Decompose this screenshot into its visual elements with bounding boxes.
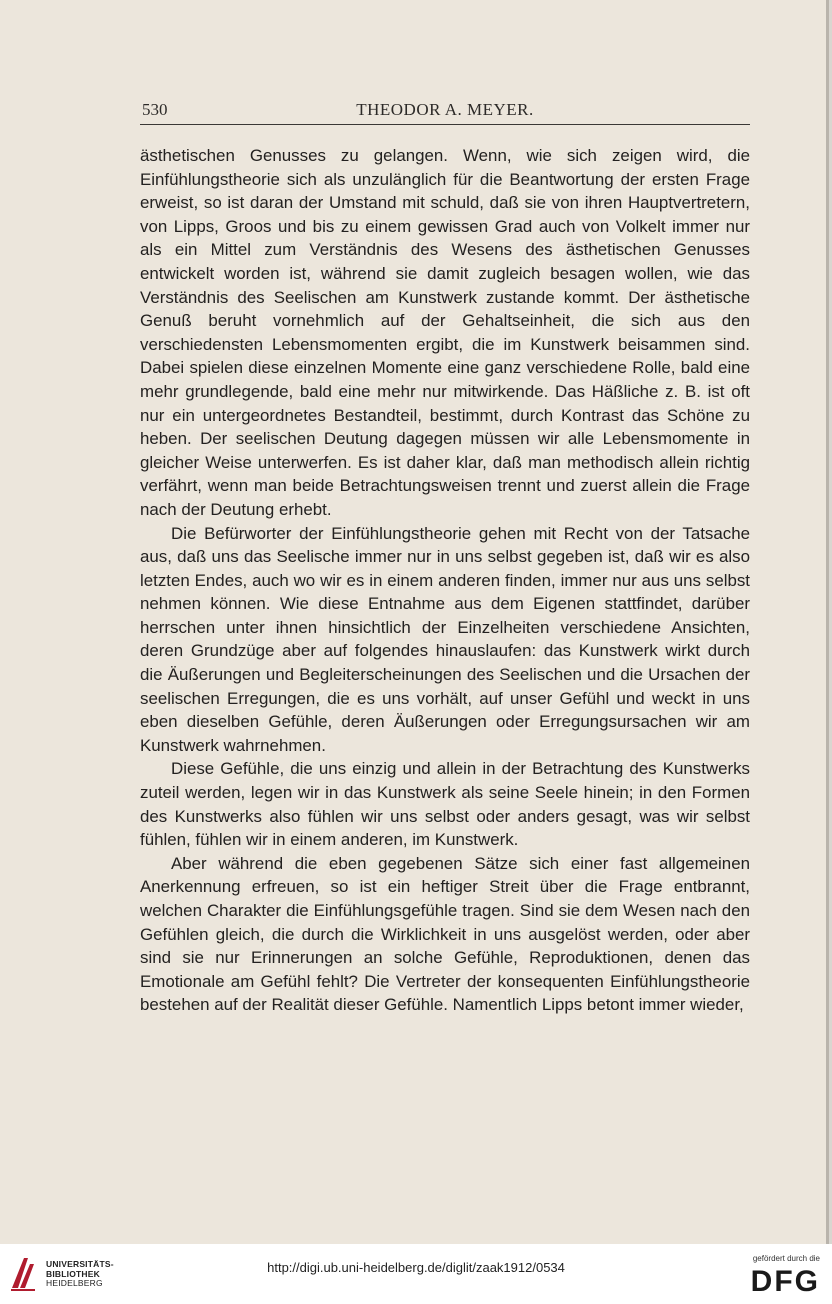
page-header <box>140 100 750 125</box>
paragraph-3: Diese Gefühle, die uns einzig und allein in der Betrachtung des Kunstwerks zuteil werden, legen wir in das Kunstwerk als seine Seele hinein; in den Formen des Kunstwerks also fühlen wir uns selbst oder anders gesagt, was wir selbst fühlen, fühlen wir in einem anderen, im Kunstwerk. <box>140 759 750 850</box>
permalink-url[interactable]: http://digi.ub.uni-heidelberg.de/diglit/zaak1912/0534 <box>267 1260 565 1275</box>
running-head: THEODOR A. MEYER. <box>356 100 534 119</box>
paragraph-1: ästhetischen Genusses zu gelangen. Wenn, wie sich zeigen wird, die Einfühlungstheorie sich als unzulänglich für die Beantwortung der ersten Frage erweist, so ist daran der Umstand mit schuld, daß sie von ihren Hauptvertretern, von Lipps, Groos und bis zu einem gewissen Grad auch von Volkelt immer nur als ein Mittel zum Verständnis des Wesens des ästhetischen Genusses entwickelt worden ist, während sie damit zugleich besagen wollen, wie das Verständnis des Seelischen am Kunstwerk zustande kommt. Der ästhetische Genuß beruht vornehmlich auf der Gehaltseinheit, die sich aus den verschiedensten Lebensmomenten ergibt, die im Kunstwerk beisammen sind. Dabei spielen diese einzelnen Momente eine ganz verschiedene Rolle, bald eine mehr grundlegende, bald eine mehr nur mitwirkende. Das Häßliche z. B. ist oft nur ein untergeordnetes Bestandteil, bestimmt, durch Kontrast das Schöne zu heben. Der seelischen Deutung dagegen müssen wir alle Lebensmomente in gleicher Weise unterwerfen. Es ist daher klar, daß man methodisch allein richtig verfährt, wenn man beide Betrachtungsweisen trennt und zuerst allein die Frage nach der Deutung erhebt. <box>140 146 750 519</box>
viewer-footer <box>0 1244 832 1304</box>
dfg-logo: DFG <box>750 1265 820 1298</box>
paragraph-2: Die Befürworter der Einfühlungstheorie gehen mit Recht von der Tatsache aus, daß uns das Seelische immer nur in uns selbst gegeben ist, daß wir es also letzten Endes, auch wo wir es in einem anderen finden, immer nur aus uns selbst nehmen können. Wie diese Entnahme aus dem Eigenen stattfindet, darüber herrschen unter ihnen hinsichtlich der Einzelheiten verschiedene Ansichten, deren Grundzüge aber auf folgendes hinauslaufen: das Kunstwerk wirkt durch die Äußerungen und Begleiterscheinungen des Seelischen und die Ursachen der seelischen Erregungen, die es uns vorhält, auf unser Gefühl und weckt in uns eben dieselben Gefühle, deren Äußerungen oder Erregungsursachen wir am Kunstwerk wahrnehmen. <box>140 523 750 755</box>
library-line-1: UNIVERSITÄTS- <box>46 1259 114 1269</box>
body-text <box>140 144 750 1017</box>
library-line-3: HEIDELBERG <box>46 1278 103 1288</box>
funding-note: gefördert durch die <box>752 1254 820 1263</box>
paragraph-4: Aber während die eben gegebenen Sätze sich einer fast allgemeinen Anerkennung erfreuen, so ist ein heftiger Streit über die Frage entbrannt, welchen Charakter die Einfühlungsgefühle tragen. Sind sie dem Wesen nach den Gefühlen gleich, die durch die Wirklichkeit in uns ausgelöst werden, oder aber sind sie nur Erinnerungen an solche Gefühle, Reproduktionen, denen das Emotionale am Gefühl fehlt? Die Vertreter der konsequenten Einfühlungstheorie bestehen auf der Realität dieser Gefühle. Namentlich Lipps betont immer wieder, <box>140 853 750 1015</box>
page-number: 530 <box>142 100 168 119</box>
library-line-2: BIBLIOTHEK <box>46 1268 100 1279</box>
